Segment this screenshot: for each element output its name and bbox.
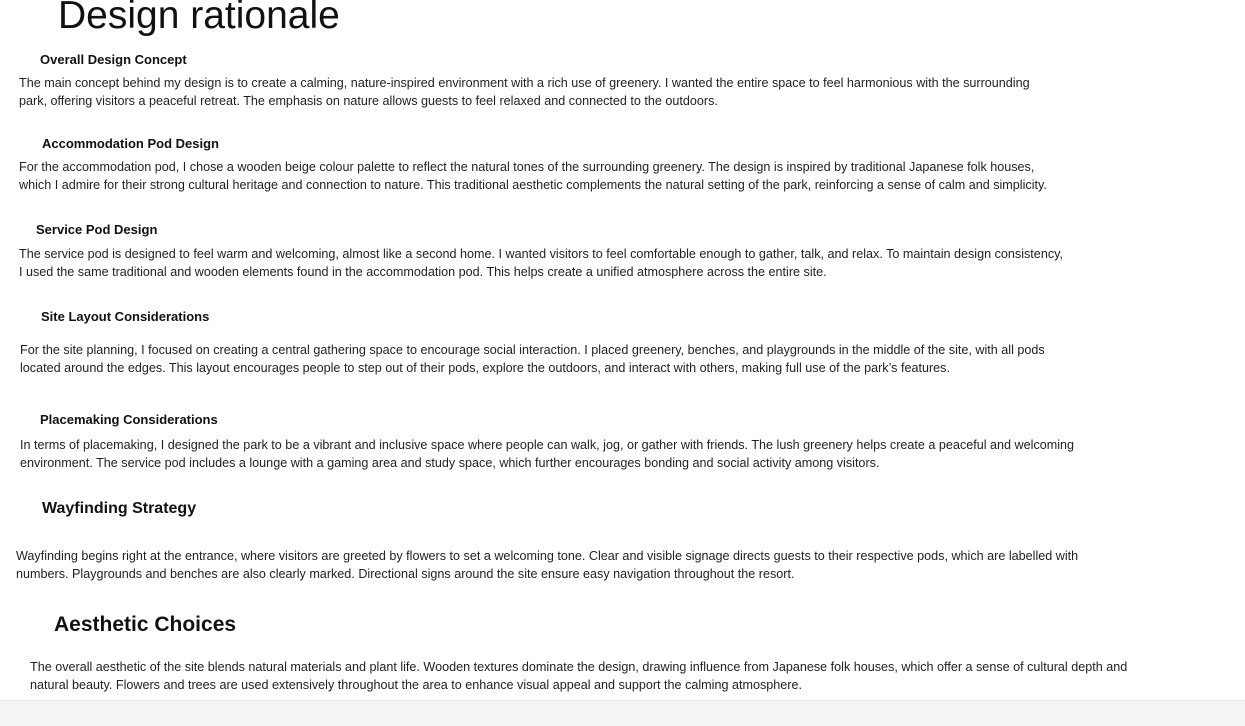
paragraph-line: For the site planning, I focused on creating a central gathering space to encourage social interaction. I placed greenery, benches, and playgrounds in the middle of the site, with all pods [20,343,1045,357]
paragraph-site-layout-considerations [20,342,1220,377]
paragraph-service-pod-design [19,246,1219,281]
heading-wayfinding-strategy: Wayfinding Strategy [42,500,197,517]
paragraph-line: environment. The service pod includes a lounge with a gaming area and study space, which further encourages bonding and social activity among visitors. [20,455,880,470]
paragraph-line: I used the same traditional and wooden elements found in the accommodation pod. This helps create a unified atmosphere across the entire site. [19,264,827,279]
paragraph-placemaking-considerations [20,437,1220,472]
paragraph-line: Wayfinding begins right at the entrance, where visitors are greeted by flowers to set a welcoming tone. Clear and visible signage directs guests to their respective pods, which are labelled with [16,549,1079,563]
paragraph-line: numbers. Playgrounds and benches are also clearly marked. Directional signs around the site ensure easy navigation throughout the resort. [16,566,795,581]
heading-accommodation-pod-design: Accommodation Pod Design [42,136,219,151]
page-title: Design rationale [58,0,340,37]
heading-site-layout-considerations: Site Layout Considerations [41,309,210,324]
paragraph-line: The overall aesthetic of the site blends natural materials and plant life. Wooden textures dominate the design, drawing influence from Japanese folk houses, which offer a sense of cultural depth and [30,660,1128,674]
paragraph-line: The service pod is designed to feel warm and welcoming, almost like a second home. I wanted visitors to feel comfortable enough to gather, talk, and relax. To maintain design consistency, [19,247,1063,261]
heading-aesthetic-choices: Aesthetic Choices [54,613,237,636]
paragraph-line: natural beauty. Flowers and trees are used extensively throughout the area to enhance visual appeal and support the calming atmosphere. [30,677,802,692]
paragraph-aesthetic-choices [30,659,1230,694]
paragraph-line: The main concept behind my design is to create a calming, nature-inspired environment with a rich use of greenery. I wanted the entire space to feel harmonious with the surrounding [19,76,1030,90]
bottom-strip [0,700,1245,726]
paragraph-line: located around the edges. This layout encourages people to step out of their pods, explore the outdoors, and interact with others, making full use of the park’s features. [20,360,950,375]
paragraph-line: In terms of placemaking, I designed the park to be a vibrant and inclusive space where people can walk, jog, or gather with friends. The lush greenery helps create a peaceful and welcoming [20,438,1075,452]
heading-service-pod-design: Service Pod Design [36,222,158,237]
paragraph-wayfinding-strategy [16,548,1216,583]
paragraph-line: park, offering visitors a peaceful retreat. The emphasis on nature allows guests to feel relaxed and connected to the outdoors. [19,93,718,108]
paragraph-accommodation-pod-design [19,159,1219,194]
heading-overall-design-concept: Overall Design Concept [40,52,187,67]
paragraph-overall-design-concept [19,75,1219,110]
paragraph-line: For the accommodation pod, I chose a wooden beige colour palette to reflect the natural tones of the surrounding greenery. The design is inspired by traditional Japanese folk houses, [19,160,1035,174]
heading-placemaking-considerations: Placemaking Considerations [40,412,218,427]
paragraph-line: which I admire for their strong cultural heritage and connection to nature. This traditional aesthetic complements the natural setting of the park, reinforcing a sense of calm and simplicity. [19,177,1047,192]
